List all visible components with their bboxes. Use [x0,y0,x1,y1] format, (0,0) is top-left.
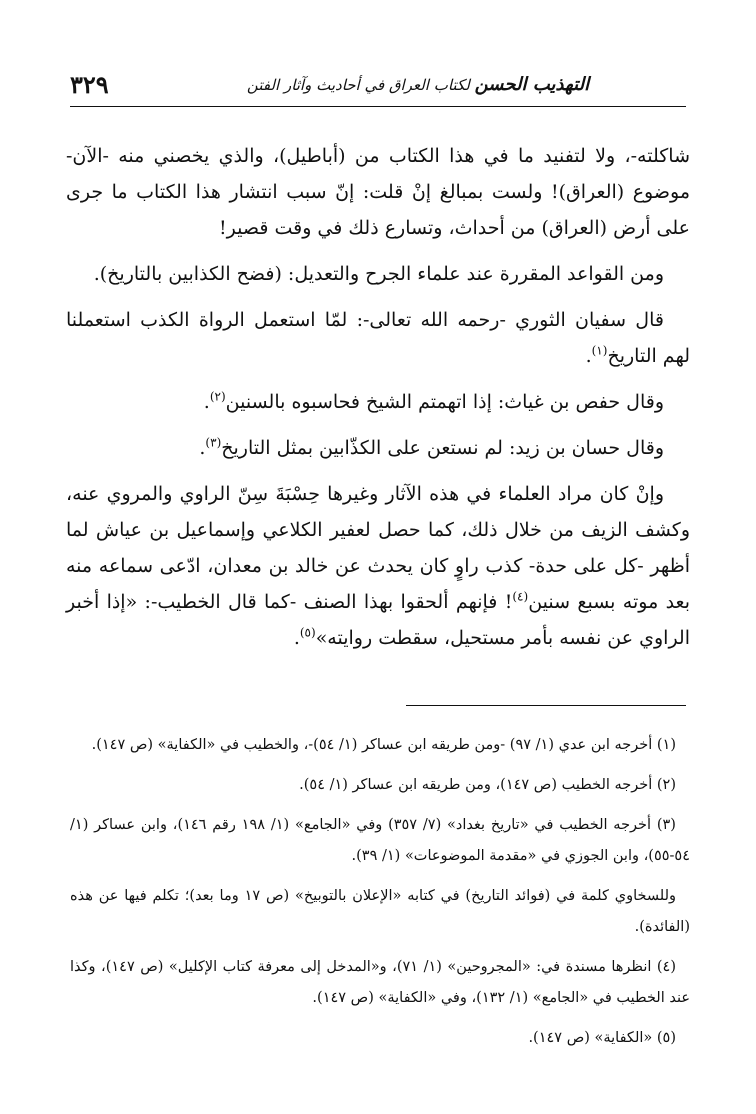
paragraph-1: شاكلته-، ولا لتفنيد ما في هذا الكتاب من (أباطيل)، والذي يخصني منه -الآن- موضوع (العراق)! ولست بمبالغ إنْ قلت: إنّ سبب انتشار هذا الكتاب ما جرى على أرض (العراق) من أحداث، وتسارع ذلك في وقت قصير! [66,145,690,239]
page-number: ٣٢٩ [70,69,109,99]
footnote-ref-1[interactable]: (١) [591,343,608,358]
footnote-4: (٤) انظرها مسندة في: «المجروحين» (١/ ٧١)، و«المدخل إلى معرفة كتاب الإكليل» (ص ١٤٧)، وكذا عند الخطيب في «الجامع» (١/ ١٣٢)، وفي «الكفاية» (ص ١٤٧). [70,959,690,1006]
footnote-divider [406,705,686,706]
footnote-ref-5[interactable]: (٥) [299,625,316,640]
footnote-ref-2[interactable]: (٢) [209,389,226,404]
paragraph-6-end: . [293,627,300,649]
page-header [70,60,686,108]
header-divider [70,106,686,107]
footnote-3-note: وللسخاوي كلمة في (فوائد التاريخ) في كتابه «الإعلان بالتوبيخ» (ص ١٧ وما بعد)؛ تكلم فيها عن هذه (الفائدة). [70,888,690,935]
footnote-ref-3[interactable]: (٣) [205,435,222,450]
paragraph-4-text: وقال حفص بن غياث: إذا اتهمتم الشيخ فحاسبوه بالسنين [225,391,664,413]
paragraph-4-end: . [203,391,210,413]
paragraph-3-text: قال سفيان الثوري -رحمه الله تعالى-: لمّا استعمل الرواة الكذب استعملنا لهم التاريخ [66,309,690,367]
footnote-2: (٢) أخرجه الخطيب (ص ١٤٧)، ومن طريقه ابن عساكر (١/ ٥٤). [299,777,676,793]
paragraph-3-end: . [585,345,592,367]
footnote-3: (٣) أخرجه الخطيب في «تاريخ بغداد» (٧/ ٣٥٧) وفي «الجامع» (١/ ١٩٨ رقم ١٤٦)، وابن عساكر (١/ ٥٤-٥٥)، وابن الجوزي في «مقدمة الموضوعات» (١/ ٣٩). [70,817,690,864]
footnote-5: (٥) «الكفاية» (ص ١٤٧). [528,1030,676,1046]
running-title-main: التهذيب الحسن [474,73,590,95]
running-title [150,74,686,95]
main-text [66,138,690,666]
paragraph-6-text: وإنْ كان مراد العلماء في هذه الآثار وغيرها حِسْبَةَ سِنّ الراوي والمروي عنه، وكشف الزيف من خلال ذلك، كما حصل لعفير الكلاعي وإسماعيل بن عياش لما أظهر -كل على حدة- كذب راوٍ كان يحدث عن خالد بن معدان، ادّعى سماعه منه بعد موته بسبع سنين [66,483,690,613]
footnote-ref-4[interactable]: (٤) [512,589,529,604]
footnotes [70,730,690,1063]
paragraph-5-text: وقال حسان بن زيد: لم نستعن على الكذّابين بمثل التاريخ [221,437,664,459]
paragraph-2: ومن القواعد المقررة عند علماء الجرح والتعديل: (فضح الكذابين بالتاريخ). [93,263,664,285]
paragraph-5 [66,430,690,466]
footnote-1: (١) أخرجه ابن عدي (١/ ٩٧) -ومن طريقه ابن عساكر (١/ ٥٤)-، والخطيب في «الكفاية» (ص ١٤٧). [91,737,676,753]
paragraph-6-mid: ! فإنهم ألحقوا بهذا الصنف -كما قال الخطيب-: «إذا أخبر الراوي عن نفسه بأمر مستحيل، سقطت روايته» [66,591,690,649]
running-title-rest: لكتاب العراق في أحاديث وآثار الفتن [246,75,470,94]
paragraph-6 [66,476,690,656]
paragraph-3 [66,302,690,374]
paragraph-4 [66,384,690,420]
paragraph-5-end: . [199,437,206,459]
